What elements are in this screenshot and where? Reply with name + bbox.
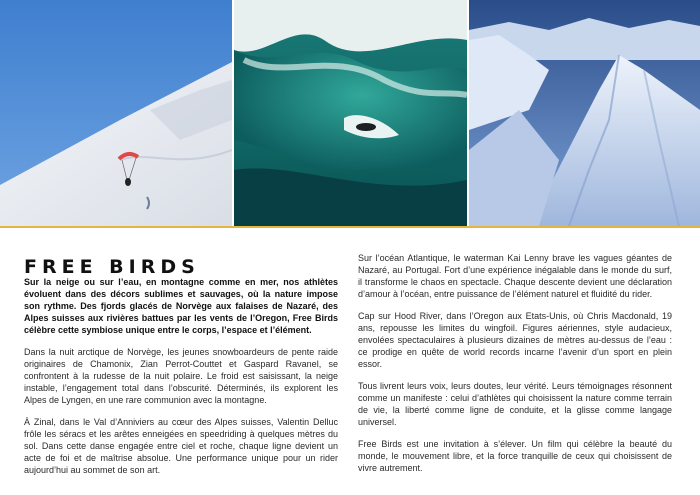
paragraph-hood-river: Cap sur Hood River, dans l’Oregon aux Etats-Unis, où Chris Macdonald, 19 ans, repousse les limites du wingfoil. Figures aériennes, style audacieux, envolées spectaculaires à plusieurs dizaines de mètres au-dessus de l’eau : ce prodige en quête de world records incarne l’avenir d’un sport en plein essor. (358, 310, 672, 370)
photo-strip (0, 0, 700, 226)
paragraph-zinal: À Zinal, dans le Val d’Anniviers au cœur des Alpes suisses, Valentin Delluc frôle les séracs et les arêtes enneigées en speedriding à quelques mètres du sol. Dans cette danse engagée entre ciel et roche, chaque ligne devient un acte de foi et de maîtrise absolue. Une performance unique pour un rider aujourd’hui au sommet de son art. (24, 416, 338, 476)
paragraph-nazare: Sur l’océan Atlantique, le waterman Kai Lenny brave les vagues géantes de Nazaré, au Portugal. Fort d’une expérience inégalable dans le monde du surf, il transforme le chaos en spectacle. Chaque descente devient une déclaration d’amour à l’océan, entre puissance de l’élément naturel et fluidité du rider. (358, 253, 672, 300)
paragraph-invitation: Free Birds est une invitation à s’élever. Un film qui célèbre la beauté du monde, le mouvement libre, et la force tranquille de ceux qui choisissent de vivre autrement. (358, 438, 672, 473)
paragraph-norway: Dans la nuit arctique de Norvège, les jeunes snowboardeurs de pente raide originaires de Chamonix, Zian Perrot-Couttet et Gaspard Ravanel, se confrontent à la rudesse de la nuit polaire. Le froid est saisissant, la neige instable, l’engagement total dans l’obscurité. Déterminés, ils explorent les Alpes de Lyngen, en une rare communion avec la montagne. (24, 346, 338, 406)
page-title: FREE BIRDS (24, 255, 200, 278)
paragraph-testimonies: Tous livrent leurs voix, leurs doutes, leur vérité. Leurs témoignages résonnent comme un manifeste : celui d’athlètes qui choisissent la nature comme terrain de vie, la liberté comme ligne de conduite, et la glisse comme langage universel. (358, 380, 672, 428)
kite-skier-photo (0, 0, 232, 226)
accent-divider (0, 226, 700, 228)
mountain-ridge-photo (469, 0, 700, 226)
left-column (24, 276, 338, 486)
lead-paragraph: Sur la neige ou sur l’eau, en montagne comme en mer, nos athlètes évoluent dans des décors sublimes et sauvages, où la nature impose son rythme. Des fjords glacés de Norvège aux falaises de Nazaré, des Alpes suisses aux rivières battues par les vents de l’Oregon, Free Birds célèbre cette symbiose unique entre le corps, l’espace et l’élément. (24, 277, 338, 336)
surfer-wave-photo (234, 0, 467, 226)
right-column (358, 252, 672, 484)
